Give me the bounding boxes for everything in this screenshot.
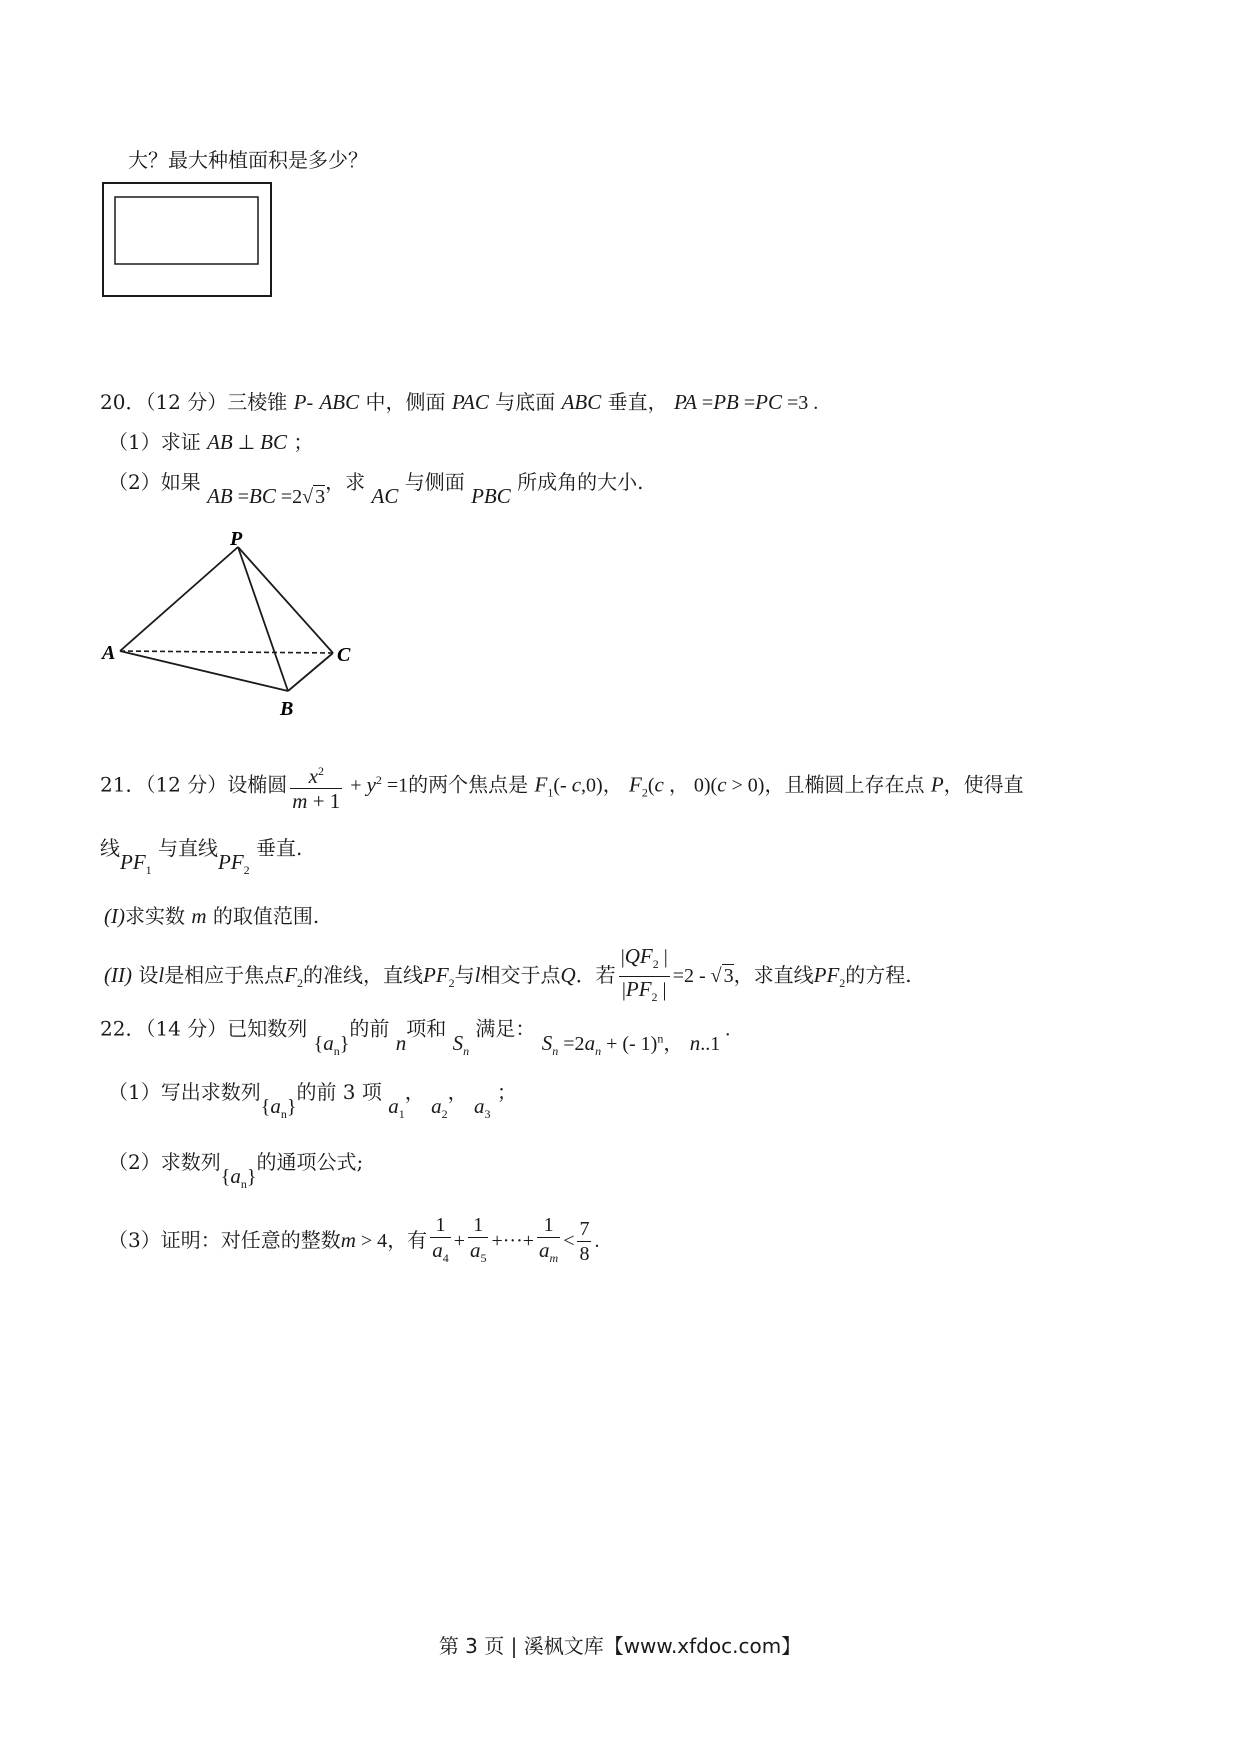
label-p: P [230,528,243,550]
q20-part1: （1）求证 AB ⊥ BC ； [108,430,314,454]
q22-statement: 22．（14 分）已知数列 $\{a_n\}$的前 n项和 $S_n$ 满足： $S_n =2a_n$ + (- 1)$^n$， n..1 . [100,1016,731,1058]
q21-part-i: (I)求实数 m 的取值范围. [104,904,320,928]
inner-rect [115,197,258,264]
q22-part2: （2）求数列$\{a_n\}$的通项公式; [108,1150,364,1191]
outer-rect [103,183,271,296]
edge-pa [120,547,238,651]
q21-part-ii: (II) 设l是相应于焦点$F_2$的准线，直线$PF_2$与l相交于点Q．若 $\frac{|QF_2 |}{|PF_2 |}$ =2 - √ 3，求直线$PF_2$的方程. [104,944,912,1004]
q21-line2: 线$PF_1$ 与直线$PF_2$ 垂直. [100,836,303,878]
label-b: B [280,698,294,720]
edge-pc [238,547,333,653]
tetrahedron-figure [100,525,370,725]
edge-ab [120,651,288,691]
edge-ac-dashed [120,651,333,653]
q19-rect-figure [100,180,280,300]
q19-tail: 大？最大种植面积是多少？ [128,148,368,172]
q20-part2: （2）如果 AB =BC =2√ 3，求 AC 与侧面 PBC 所成角的大小. [108,470,644,508]
edge-pb [238,547,288,691]
q21-statement: 21．（12 分）设椭圆 $\frac{x^2}{m + 1}$ + $y^2 =1$的两个焦点是 $F_1(-$ c,0)， $F_2(c$ ， 0)(c > 0)，且椭圆上存在点 P，使得直 [100,752,1024,821]
q20-statement: 20．（12 分）三棱锥 P- ABC 中，侧面 PAC 与底面 ABC 垂直， PA =PB =PC =3 . [100,390,819,414]
edge-bc [288,653,333,691]
q22-part3: （3）证明：对任意的整数m > 4，有 $\frac{1}{a_4}$ + $\frac{1}{a_5}$ +···+ $\frac{1}{a_m}$ < $\frac{7}{8}$ . [108,1213,600,1266]
label-a: A [102,642,116,664]
label-c: C [337,644,351,666]
q22-part1: （1）写出求数列$\{a_n\}$的前 3 项 $a_1$， $a_2$， $a_3$ ； [108,1080,517,1122]
page-footer: 第 3 页 | 溪枫文库【www.xfdoc.com】 [438,1634,802,1658]
